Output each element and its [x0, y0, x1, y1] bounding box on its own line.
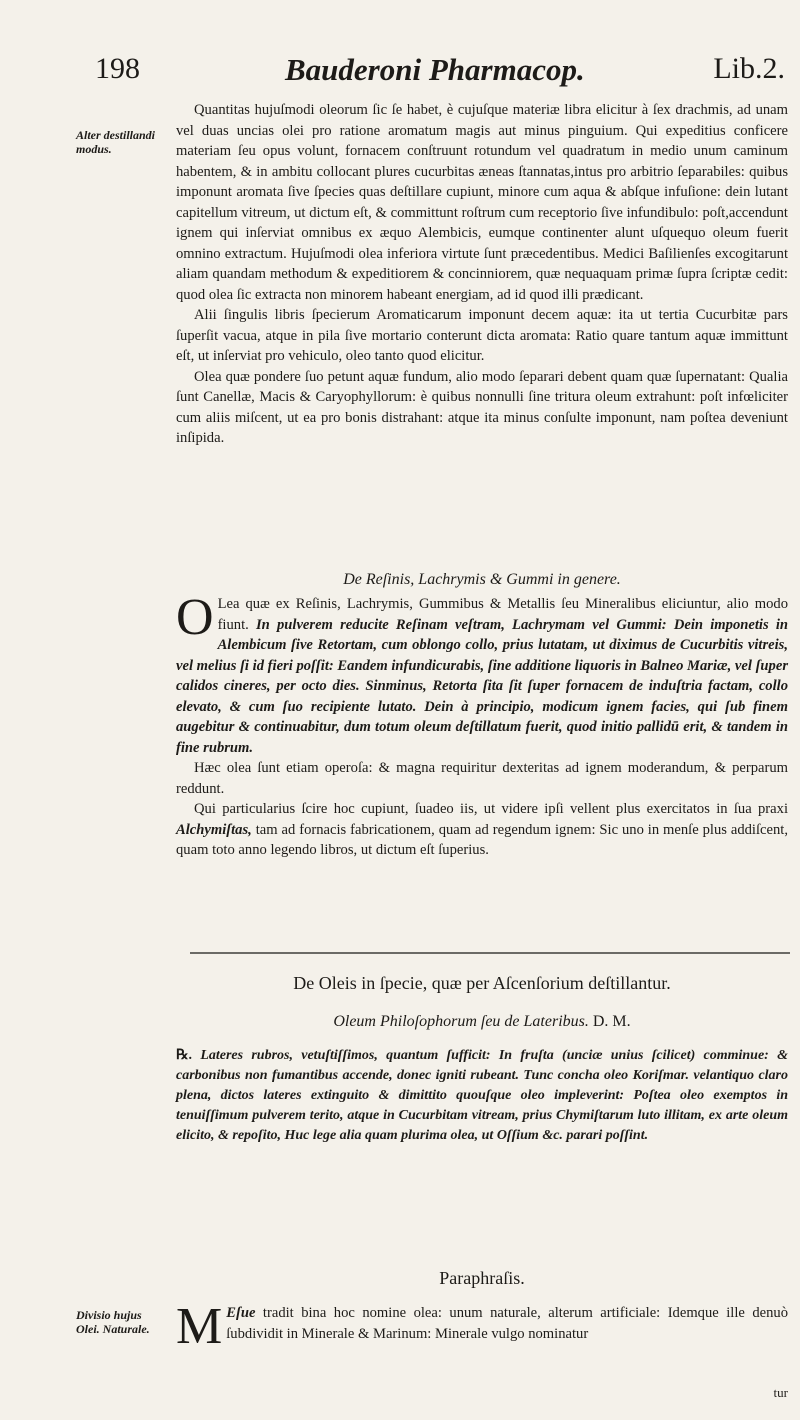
margin-note-divisio: Divisio hujus Olei. Naturale.: [76, 1308, 150, 1336]
section-rule: [190, 952, 790, 954]
paraphrasis-body: tradit bina hoc nomine olea: unum naturale, alterum artificiale: Idemque ille denuò ſubdividit in Minerale & Marinum: Minerale vulgo nominatur: [226, 1305, 788, 1342]
intro-text: [176, 100, 788, 449]
paraphrasis-title: Paraphraſis.: [439, 1268, 525, 1288]
drop-cap: M: [176, 1298, 223, 1355]
p5-start: Qui particularius ſcire hoc cupiunt, ſuadeo iis, ut videre ipſi vellent plus exercitatos in ſua praxi: [194, 801, 788, 817]
recipe-oleum-philosophorum: [176, 1046, 788, 1146]
resinis-text: [176, 589, 788, 861]
paragraph: [176, 799, 788, 861]
paragraph: [176, 589, 788, 758]
p5-end: tam ad fornacis fabricationem, quam ad regendum ignem: Sic uno in menſe plus addiſcent, quam toto anno legendo libros, ut dictum eſt ſuperius.: [176, 821, 788, 858]
recipe-text: Lateres rubros, vetuſtiſſimos, quantum ſufficit: In fruſta (unciæ unius ſcilicet) comminue: & carbonibus non fumantibus accende, donec igniti rubeant. Tunc concha oleo Koriſmar. velantiquo claro plena, dictos lateres extinguito & dimittito quouſque oleo impleverint: Poſtea oleo exemptos in tenuiſſimum pulverem terito, atque in Cucurbitam vitream, prius Chymiſtarum luto illitam, ex arte oleum elicito, & repoſito, Huc lege alia quam plurima olea, ut Oſſium &c. parari poſſint.: [176, 1048, 788, 1143]
paraphrasis-text: [176, 1298, 788, 1355]
paragraph: Hæc olea ſunt etiam operoſa: & magna requiritur dexteritas ad ignem moderandum, & perparum reddunt.: [176, 760, 788, 797]
alchymistas: Alchymiſtas,: [176, 821, 252, 838]
running-title: Bauderoni Pharmacop.: [285, 52, 585, 87]
book-number: Lib.2.: [713, 52, 785, 85]
recipe-text: In pulverem reducite Reſinam veſtram, Lachrymam vel Gummi: Dein imponetis in Alembicum ſive Retortam, cum oblongo collo, prius lutatam, ut diximus de Cucurbitis vitreis, vel melius ſi id fieri poſſit: Eandem infundicurabis, ſine additione liquoris in Balneo Mariæ, vel ſuper calidos cineres, per octo dies. Sinminus, Retorta ſita ſit ſuper fornacem de induſtria factam, collo elevato, & cum ſuo recipiente lutato. Dein à principio, modicum ignem facies, qui ſub finem augebitur & continuabitur, dum totum oleum deſtillatum fuerit, quod initio pallidū erit, & tandem in fine rubrum.: [176, 616, 788, 756]
catchword: tur: [773, 1385, 788, 1400]
section-title-ascensorium: De Oleis in ſpecie, quæ per Aſcenſorium deſtillantur.: [293, 973, 671, 993]
paragraph: Quantitas hujuſmodi oleorum ſic ſe habet, è cujuſque materiæ libra elicitur à ſex drachmis, ad unam vel duas uncias olei pro ratione aromatum magis aut minus pinguium. Qui expeditius conficere materiam ſeu opus volunt, fornacem conſtruunt rotundum vel quadratum in medio unum caminum habentem, & in ambitu collocant plures cucurbitas æneas ſtannatas,intus pro arbitrio ſeparabiles: quibus imponunt aromata ſive ſpecies quas deſtillare cupiunt, minore cum aqua & abſque infuſione: dein lutant capitellum vitreum, ut dictum eſt, & committunt roſtrum cum receptorio ſive infundibulo: poſt,accendunt ignem qui inſerviat omnibus ex æquo Alembicis, eumque continenter alunt uſquequo oleum fuerit omnino extractum. Hujuſmodi olea inferiora virtute ſunt præcedentibus. Medici Baſilienſes excogitarunt aliam quandam methodum & expeditiorem & concinniorem, quæ nequaquam primæ ſupra ſcriptæ cedit: quod olea ſic extracta non minorem habeant energiam, ad id quod illi prædicant.: [176, 102, 788, 303]
running-header: [95, 52, 785, 94]
intro-sentence: Lea quæ ex Reſinis, Lachrymis, Gummibus & Metallis ſeu Mineralibus eliciuntur, alio modo fiunt.: [217, 596, 788, 633]
drop-cap: O: [176, 589, 214, 646]
author-initials: D. M.: [592, 1013, 631, 1030]
lead-word: Eſue: [226, 1305, 256, 1321]
margin-note-alter: Alter destillandi modus.: [76, 128, 156, 156]
subsection-title: [176, 1013, 788, 1031]
oleum-title: Oleum Philoſophorum ſeu de Lateribus.: [333, 1013, 589, 1030]
paragraph: Alii ſingulis libris ſpecierum Aromaticarum imponunt decem aquæ: ita ut tertia Cucurbitæ pars ſuperſit vacua, atque in pila ſive mortario conterunt dicta aromata: Ratio quare tantum aquæ immittunt eſt, ut inſerviat pro vehiculo, oleo tanto quod elicitur.: [176, 307, 788, 364]
paragraph: Olea quæ pondere ſuo petunt aquæ fundum, alio modo ſeparari debent quam quæ ſupernatant: Qualia ſunt Canellæ, Macis & Caryophyllorum: è quibus nonnulli ſine tritura oleum extrahunt: poſt infœliciter cum aliis miſcent, ut ea pro bonis distrahant: atque ita minus conſulte imponunt, nam poſtea deveniunt inſipida.: [176, 368, 788, 446]
recipe-symbol: ℞.: [176, 1048, 193, 1063]
page-number: 198: [95, 52, 140, 85]
section-heading-resinis: De Reſinis, Lachrymis & Gummi in genere.: [343, 571, 621, 588]
